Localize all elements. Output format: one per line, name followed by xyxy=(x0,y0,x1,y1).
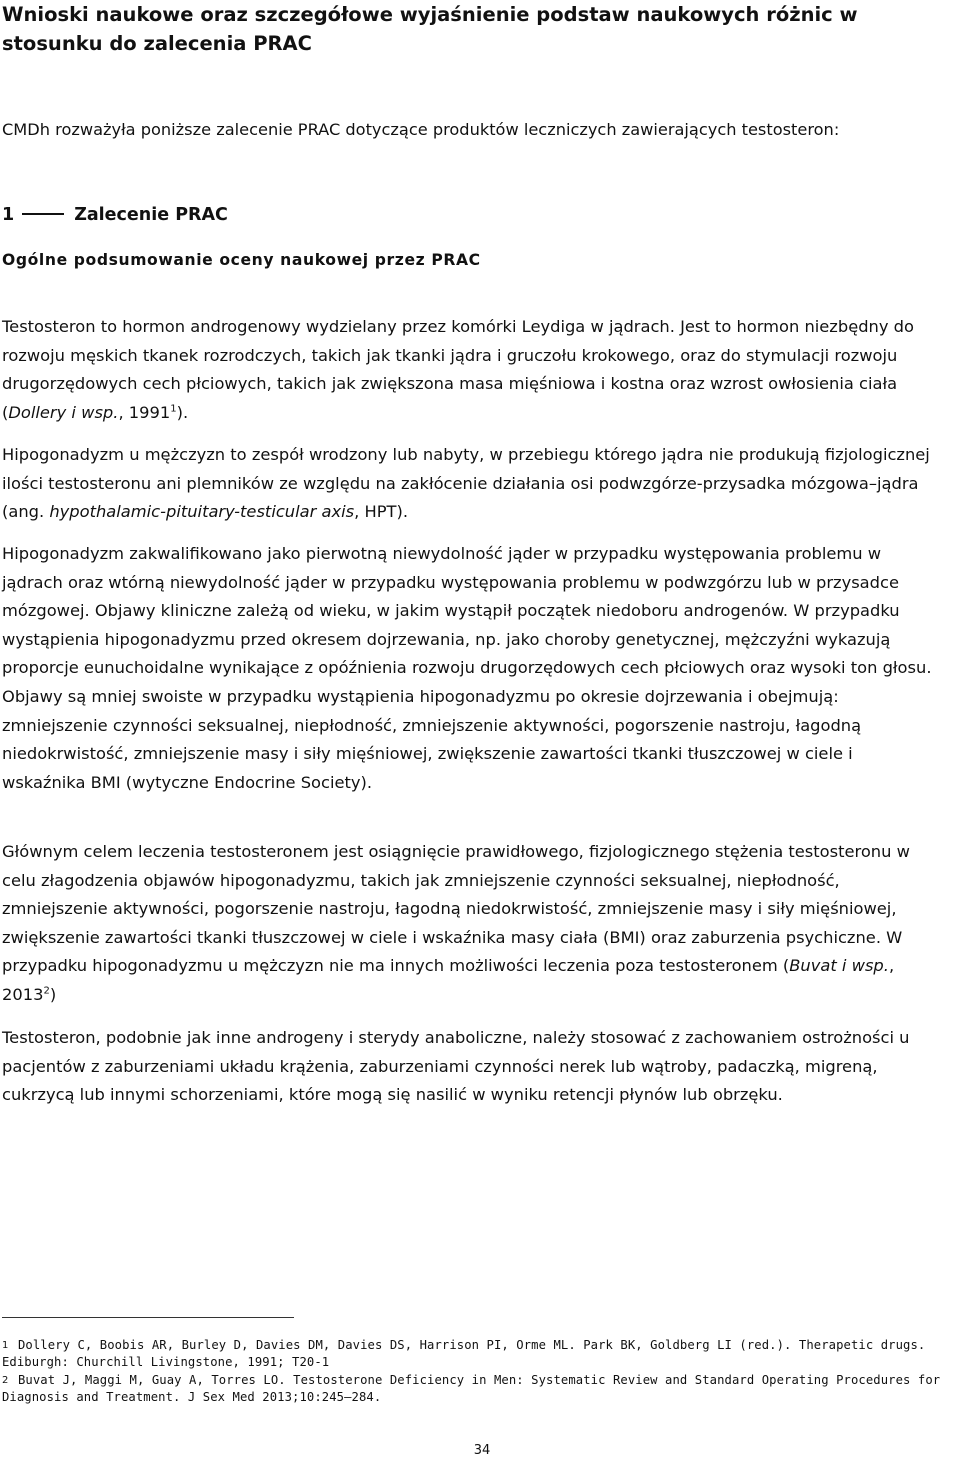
document-title: Wnioski naukowe oraz szczegółowe wyjaśnienie podstaw naukowych różnic w stosunku do zalecenia PRAC xyxy=(2,3,858,55)
footnote-number: 2 xyxy=(2,1375,9,1386)
paragraph-end: ) xyxy=(49,984,57,1004)
paragraph-hypogonadism-definition xyxy=(2,441,938,527)
footnote-divider xyxy=(2,1317,294,1318)
paragraph-testosterone xyxy=(2,313,938,427)
footnote-text: Dollery C, Boobis AR, Burley D, Davies DM, Davies DS, Harrison PI, Orme ML. Park BK, Goldberg LI (red.). Therapetic drugs. Ediburgh: Churchill Livingstone, 1991; T20-1 xyxy=(2,1338,926,1370)
footnote-text: Buvat J, Maggi M, Guay A, Torres LO. Testosterone Deficiency in Men: Systematic Review and Standard Operating Procedures for Diagnosis and Treatment. J Sex Med 2013;10:245–284. xyxy=(2,1373,941,1405)
footnote-2 xyxy=(2,1372,952,1407)
citation-author: Dollery i wsp. xyxy=(8,402,119,422)
citation-year: , 1991 xyxy=(118,402,171,422)
section-number: 1 xyxy=(2,205,15,225)
paragraph-text: Głównym celem leczenia testosteronem jest osiągnięcie prawidłowego, fizjologicznego stężenia testosteronu w celu złagodzenia objawów hipogonadyzmu, takich jak zmniejszenie czynności seksualnej, niepłodność, zmniejszenie aktywności, pogorszenie nastroju, łagodną niedokrwistość, zmniejszenie masy i siły mięśniowej, zwiększenie zawartości tkanki tłuszczowej w ciele i wskaźnika masy ciała (BMI) oraz zaburzenia psychiczne. W przypadku hipogonadyzmu u mężczyzn nie ma innych możliwości leczenia poza testosteronem ( xyxy=(2,842,910,976)
paragraph-text: Hipogonadyzm u mężczyzn to zespół wrodzony lub nabyty, w przebiegu którego jądra nie produkują fizjologicznej ilości testosteronu ani plemników ze względu na zakłócenie działania osi podwzgórze-przysadka mózgowa–jądra (ang. xyxy=(2,445,930,522)
footnote-ref-2[interactable]: 2 xyxy=(43,985,50,997)
section-title: Zalecenie PRAC xyxy=(74,205,228,225)
paragraph-end: ). xyxy=(176,402,189,422)
citation-author: Buvat i wsp. xyxy=(789,956,889,976)
paragraph-treatment-goal xyxy=(2,838,938,1010)
paragraph-end: , HPT). xyxy=(354,502,408,522)
footnote-number: 1 xyxy=(2,1340,9,1351)
footnote-1 xyxy=(2,1337,952,1372)
subheading: Ogólne podsumowanie oceny naukowej przez PRAC xyxy=(2,251,481,269)
footnote-ref-1[interactable]: 1 xyxy=(170,403,177,415)
section-dash xyxy=(22,213,64,215)
paragraph-precautions: Testosteron, podobnie jak inne androgeny i sterydy anaboliczne, należy stosować z zachowaniem ostrożności u pacjentów z zaburzeniami układu krążenia, zaburzeniami czynności nerek lub wątroby, padaczką, migreną, cukrzycą lub innymi schorzeniami, które mogą się nasilić w wyniku retencji płynów lub obrzęku. xyxy=(2,1028,910,1105)
section-heading xyxy=(2,201,228,229)
page-number: 34 xyxy=(473,1443,491,1458)
paragraph-hypogonadism-classification: Hipogonadyzm zakwalifikowano jako pierwotną niewydolność jąder w przypadku występowania problemu w jądrach oraz wtórną niewydolność jąder w przypadku występowania problemu w podwzgórzu lub w przysadce mózgowej. Objawy kliniczne zależą od wieku, w jakim wystąpił początek niedoboru androgenów. W przypadku wystąpienia hipogonadyzmu przed okresem dojrzewania, np. jako choroby genetycznej, mężczyźni wykazują proporcje eunuchoidalne wynikające z opóźnienia rozwoju drugorzędowych cech płciowych oraz wysoki ton głosu. Objawy są mniej swoiste w przypadku wystąpienia hipogonadyzmu po okresie dojrzewania i obejmują: zmniejszenie czynności seksualnej, niepłodność, zmniejszenie aktywności, pogorszenie nastroju, łagodną niedokrwistość, zmniejszenie masy i siły mięśniowej, zwiększenie zawartości tkanki tłuszczowej w ciele i wskaźnika BMI (wytyczne Endocrine Society). xyxy=(2,544,932,792)
paragraph-text: Testosteron to hormon androgenowy wydzielany przez komórki Leydiga w jądrach. Jest to hormon niezbędny do rozwoju męskich tkanek rozrodczych, takich jak tkanki jądra i gruczołu krokowego, oraz do stymulacji rozwoju drugorzędowych cech płciowych, takich jak zwiększona masa mięśniowa i kostna oraz wzrost owłosienia ciała ( xyxy=(2,317,914,422)
term-english: hypothalamic-pituitary-testicular axis xyxy=(49,502,355,522)
citation-year: , 2013 xyxy=(2,956,895,1004)
intro-paragraph: CMDh rozważyła poniższe zalecenie PRAC dotyczące produktów leczniczych zawierających testosteron: xyxy=(2,120,840,139)
